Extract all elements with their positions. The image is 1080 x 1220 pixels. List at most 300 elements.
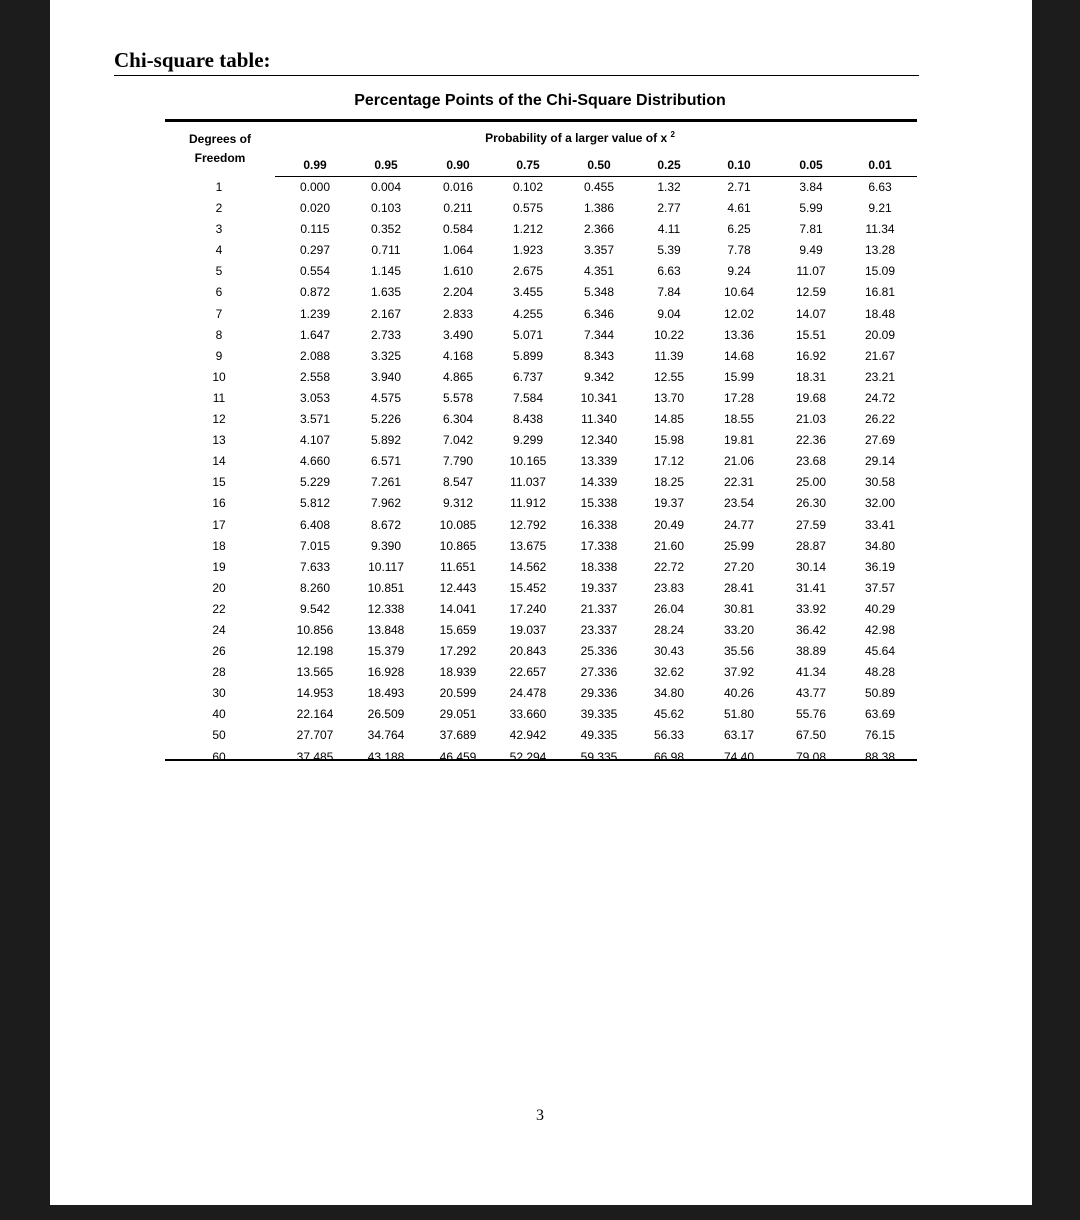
value-cell: 2.366 [583,222,615,237]
value-cell: 45.62 [653,707,685,722]
value-cell: 3.455 [512,285,544,300]
value-cell: 14.85 [653,412,685,427]
value-cell: 6.25 [727,222,751,237]
column-header: 0.95 [374,158,398,172]
df-cell: 26 [212,644,226,659]
table-row [0,305,1080,326]
value-cell: 1.32 [657,180,681,194]
value-cell: 4.168 [442,348,474,363]
value-cell: 4.61 [727,201,751,216]
table-row [0,220,1080,241]
value-cell: 21.03 [795,412,827,427]
value-cell: 13.848 [367,622,405,637]
table-row [0,516,1080,537]
value-cell: 26.509 [367,707,405,722]
value-cell: 88.38 [864,749,896,764]
value-cell: 26.04 [653,601,685,616]
value-cell: 19.337 [580,580,618,595]
value-cell: 5.892 [370,433,402,448]
value-cell: 5.39 [657,243,681,258]
value-cell: 50.89 [864,686,896,701]
table-row [0,600,1080,621]
df-cell: 20 [212,580,226,595]
value-cell: 43.188 [367,749,405,764]
value-cell: 9.390 [370,538,402,553]
value-cell: 18.31 [795,369,827,384]
value-cell: 21.337 [580,601,618,616]
value-cell: 36.42 [795,622,827,637]
value-cell: 14.339 [580,475,618,490]
value-cell: 14.041 [439,601,477,616]
value-cell: 21.06 [723,454,755,469]
value-cell: 12.02 [723,306,755,321]
value-cell: 9.04 [657,306,681,321]
value-cell: 18.25 [653,475,685,490]
value-cell: 15.09 [864,264,896,279]
value-cell: 8.547 [442,475,474,490]
table-row [0,537,1080,558]
value-cell: 2.167 [370,306,402,321]
value-cell: 9.21 [868,201,892,216]
value-cell: 42.942 [509,728,547,743]
table-row [0,347,1080,368]
table-row [0,684,1080,705]
value-cell: 20.09 [864,327,896,342]
value-cell: 7.015 [299,538,331,553]
value-cell: 13.36 [723,327,755,342]
value-cell: 8.672 [370,517,402,532]
value-cell: 12.59 [795,285,827,300]
value-cell: 37.689 [439,728,477,743]
table-row [0,663,1080,684]
value-cell: 13.339 [580,454,618,469]
value-cell: 7.042 [442,433,474,448]
value-cell: 2.675 [512,264,544,279]
value-cell: 12.338 [367,601,405,616]
table-row [0,642,1080,663]
column-header: 0.50 [587,158,611,172]
value-cell: 4.11 [657,222,681,237]
value-cell: 6.346 [583,306,615,321]
table-row [0,726,1080,747]
table-row [0,410,1080,431]
value-cell: 7.962 [370,496,402,511]
value-cell: 0.000 [299,180,331,194]
table-title: Percentage Points of the Chi-Square Distribution [354,92,726,109]
column-header: 0.01 [868,158,892,172]
column-header: 0.10 [727,158,751,172]
value-cell: 23.68 [795,454,827,469]
value-cell: 10.856 [296,622,334,637]
df-cell: 2 [215,201,223,216]
value-cell: 2.77 [657,201,681,216]
value-cell: 3.940 [370,369,402,384]
value-cell: 17.338 [580,538,618,553]
value-cell: 27.336 [580,665,618,680]
value-cell: 5.229 [299,475,331,490]
value-cell: 6.408 [299,517,331,532]
value-cell: 1.610 [442,264,474,279]
df-cell: 13 [212,433,226,448]
value-cell: 23.337 [580,622,618,637]
value-cell: 39.335 [580,707,618,722]
df-cell: 50 [212,728,226,743]
table-row [0,178,1080,199]
value-cell: 29.336 [580,686,618,701]
value-cell: 25.00 [795,475,827,490]
value-cell: 4.660 [299,454,331,469]
value-cell: 10.865 [439,538,477,553]
heading-underline [114,75,919,76]
df-cell: 30 [212,686,226,701]
value-cell: 7.81 [799,222,823,237]
value-cell: 14.07 [795,306,827,321]
value-cell: 18.493 [367,686,405,701]
value-cell: 12.55 [653,369,685,384]
value-cell: 6.571 [370,454,402,469]
df-cell: 16 [212,496,226,511]
table-row [0,473,1080,494]
value-cell: 42.98 [864,622,896,637]
value-cell: 1.239 [299,306,331,321]
value-cell: 41.34 [795,665,827,680]
df-cell: 5 [215,264,223,279]
probability-column-headers [0,158,1080,174]
value-cell: 11.39 [654,348,684,363]
value-cell: 15.51 [795,327,827,342]
table-row [0,579,1080,600]
value-cell: 16.928 [367,665,405,680]
header-rule [275,176,917,177]
value-cell: 0.211 [443,201,473,216]
df-cell: 10 [212,369,226,384]
value-cell: 2.204 [442,285,474,300]
value-cell: 0.020 [299,201,331,216]
value-cell: 10.085 [439,517,477,532]
value-cell: 11.340 [581,412,617,427]
value-cell: 7.633 [299,559,331,574]
value-cell: 25.99 [723,538,755,553]
value-cell: 10.64 [723,285,755,300]
value-cell: 7.261 [370,475,402,490]
value-cell: 7.584 [512,390,544,405]
value-cell: 66.98 [653,749,685,764]
value-cell: 59.335 [580,749,618,764]
value-cell: 1.386 [583,201,615,216]
value-cell: 0.016 [442,180,474,194]
value-cell: 28.41 [723,580,755,595]
value-cell: 5.071 [512,327,544,342]
value-cell: 27.707 [296,728,334,743]
value-cell: 19.81 [723,433,755,448]
value-cell: 14.68 [723,348,755,363]
value-cell: 0.004 [370,180,402,194]
value-cell: 23.83 [653,580,685,595]
value-cell: 0.711 [371,243,401,258]
value-cell: 38.89 [795,644,827,659]
value-cell: 9.24 [727,264,751,279]
value-cell: 29.051 [439,707,477,722]
value-cell: 67.50 [795,728,827,743]
column-header: 0.90 [446,158,470,172]
df-cell: 11 [212,390,226,405]
chi-square-table-body [0,178,1080,769]
value-cell: 55.76 [795,707,827,722]
value-cell: 10.851 [367,580,405,595]
value-cell: 33.660 [509,707,547,722]
value-cell: 17.28 [723,390,755,405]
df-cell: 28 [212,665,226,680]
value-cell: 0.872 [299,285,331,300]
value-cell: 15.98 [653,433,685,448]
value-cell: 14.562 [509,559,547,574]
value-cell: 23.21 [864,369,896,384]
value-cell: 25.336 [580,644,618,659]
table-row [0,705,1080,726]
value-cell: 7.84 [657,285,681,300]
value-cell: 3.490 [442,327,474,342]
value-cell: 5.348 [583,285,615,300]
value-cell: 43.77 [795,686,827,701]
value-cell: 7.790 [442,454,474,469]
table-row [0,558,1080,579]
value-cell: 56.33 [653,728,685,743]
df-cell: 24 [212,622,226,637]
df-header-line1: Degrees of [188,132,252,146]
value-cell: 3.84 [799,180,823,194]
value-cell: 13.675 [509,538,547,553]
value-cell: 33.92 [795,601,827,616]
value-cell: 12.443 [439,580,477,595]
df-cell: 7 [215,306,223,321]
value-cell: 35.56 [723,644,755,659]
value-cell: 2.733 [370,327,402,342]
value-cell: 20.599 [439,686,477,701]
value-cell: 40.29 [864,601,896,616]
value-cell: 2.833 [442,306,474,321]
value-cell: 18.939 [439,665,477,680]
value-cell: 1.064 [442,243,474,258]
value-cell: 6.304 [442,412,474,427]
value-cell: 17.292 [439,644,477,659]
value-cell: 0.102 [512,180,544,194]
value-cell: 32.00 [864,496,896,511]
value-cell: 30.58 [864,475,896,490]
df-header-line2: Freedom [194,151,246,165]
value-cell: 16.81 [864,285,896,300]
df-cell: 40 [212,707,226,722]
value-cell: 5.226 [370,412,402,427]
value-cell: 6.737 [512,369,544,384]
value-cell: 11.037 [510,475,546,490]
value-cell: 9.342 [583,369,615,384]
value-cell: 0.575 [512,201,544,216]
df-cell: 4 [215,243,223,258]
value-cell: 8.438 [512,412,544,427]
probability-header [445,130,715,145]
value-cell: 0.554 [299,264,331,279]
table-row [0,621,1080,642]
value-cell: 14.953 [296,686,334,701]
value-cell: 19.037 [509,622,547,637]
value-cell: 17.12 [653,454,685,469]
df-cell: 1 [215,180,223,194]
value-cell: 2.71 [727,180,751,194]
value-cell: 4.575 [370,390,402,405]
value-cell: 24.478 [509,686,547,701]
value-cell: 24.72 [864,390,896,405]
value-cell: 15.659 [439,622,477,637]
value-cell: 29.14 [864,454,896,469]
table-row [0,368,1080,389]
value-cell: 22.657 [509,665,547,680]
value-cell: 16.92 [795,348,827,363]
value-cell: 76.15 [864,728,896,743]
df-cell: 9 [215,348,223,363]
column-header: 0.99 [303,158,327,172]
table-row [0,199,1080,220]
probability-header-label: Probability of a larger value of x [485,131,668,145]
value-cell: 19.68 [795,390,827,405]
value-cell: 46.459 [439,749,477,764]
value-cell: 27.69 [864,433,896,448]
value-cell: 16.338 [580,517,618,532]
value-cell: 9.299 [512,433,544,448]
value-cell: 15.379 [367,644,405,659]
value-cell: 22.36 [795,433,827,448]
value-cell: 2.088 [299,348,331,363]
value-cell: 15.99 [723,369,755,384]
df-cell: 19 [212,559,226,574]
value-cell: 26.22 [864,412,896,427]
value-cell: 12.340 [580,433,618,448]
table-row [0,494,1080,515]
df-cell: 22 [212,601,226,616]
value-cell: 79.08 [795,749,827,764]
value-cell: 18.338 [580,559,618,574]
value-cell: 33.20 [723,622,755,637]
value-cell: 4.865 [442,369,474,384]
df-cell: 3 [215,222,223,237]
value-cell: 37.57 [864,580,896,595]
value-cell: 40.26 [723,686,755,701]
value-cell: 4.107 [299,433,331,448]
value-cell: 3.571 [299,412,331,427]
value-cell: 0.584 [442,222,474,237]
value-cell: 1.635 [370,285,402,300]
value-cell: 24.77 [723,517,755,532]
value-cell: 10.341 [580,390,618,405]
table-row [0,241,1080,262]
value-cell: 15.452 [509,580,547,595]
value-cell: 0.352 [370,222,402,237]
value-cell: 4.255 [512,306,544,321]
value-cell: 27.59 [795,517,827,532]
value-cell: 63.17 [723,728,755,743]
value-cell: 34.80 [653,686,685,701]
value-cell: 0.455 [583,180,615,194]
value-cell: 30.14 [795,559,827,574]
value-cell: 5.578 [442,390,474,405]
value-cell: 26.30 [795,496,827,511]
table-bottom-rule [165,759,917,761]
df-cell: 15 [212,475,226,490]
value-cell: 6.63 [657,264,681,279]
table-row [0,326,1080,347]
value-cell: 9.312 [442,496,474,511]
value-cell: 9.542 [299,601,331,616]
table-row [0,389,1080,410]
value-cell: 33.41 [864,517,896,532]
value-cell: 11.651 [440,559,476,574]
value-cell: 0.103 [370,201,402,216]
value-cell: 15.338 [580,496,618,511]
value-cell: 22.31 [723,475,755,490]
value-cell: 1.212 [512,222,544,237]
value-cell: 19.37 [653,496,685,511]
value-cell: 1.923 [512,243,544,258]
value-cell: 21.60 [653,538,685,553]
value-cell: 13.565 [296,665,334,680]
df-cell: 6 [215,285,223,300]
value-cell: 45.64 [864,644,896,659]
df-cell: 18 [212,538,226,553]
value-cell: 6.63 [868,180,892,194]
value-cell: 1.647 [299,327,331,342]
value-cell: 2.558 [299,369,331,384]
value-cell: 30.43 [653,644,685,659]
value-cell: 30.81 [723,601,755,616]
value-cell: 28.24 [653,622,685,637]
value-cell: 51.80 [723,707,755,722]
df-cell: 17 [212,517,226,532]
df-cell: 60 [212,749,226,764]
table-row [0,452,1080,473]
value-cell: 48.28 [864,665,896,680]
value-cell: 37.485 [296,749,334,764]
table-row [0,283,1080,304]
value-cell: 32.62 [653,665,685,680]
value-cell: 20.843 [509,644,547,659]
value-cell: 8.260 [299,580,331,595]
value-cell: 3.357 [583,243,615,258]
document-heading: Chi-square table: [114,48,271,72]
value-cell: 13.28 [864,243,896,258]
column-header: 0.25 [657,158,681,172]
value-cell: 21.67 [864,348,896,363]
value-cell: 11.07 [796,264,826,279]
table-row [0,431,1080,452]
value-cell: 8.343 [583,348,615,363]
value-cell: 3.325 [370,348,402,363]
value-cell: 3.053 [299,390,331,405]
value-cell: 7.78 [727,243,751,258]
value-cell: 22.164 [296,707,334,722]
value-cell: 0.297 [299,243,331,258]
column-header: 0.05 [799,158,823,172]
value-cell: 36.19 [864,559,896,574]
value-cell: 4.351 [583,264,615,279]
value-cell: 1.145 [370,264,402,279]
value-cell: 17.240 [509,601,547,616]
value-cell: 52.294 [509,749,547,764]
df-cell: 8 [215,327,223,342]
value-cell: 37.92 [723,665,755,680]
value-cell: 10.117 [368,559,404,574]
value-cell: 12.198 [296,644,334,659]
value-cell: 7.344 [583,327,615,342]
value-cell: 31.41 [795,580,827,595]
